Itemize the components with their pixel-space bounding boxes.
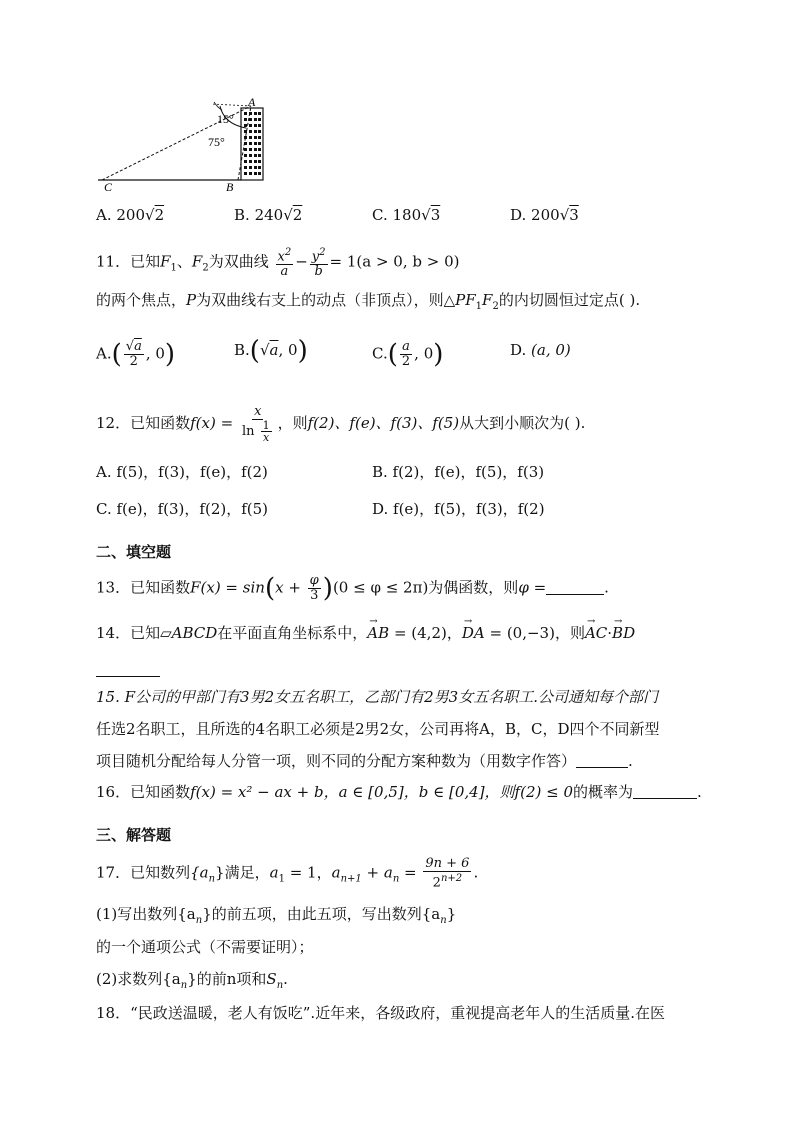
q11-option-a[interactable]: A.( $\frac{√a}{2}$ , 0) — [96, 339, 176, 370]
q12-option-a[interactable]: A. f(5)，f(3)，f(e)，f(2) — [96, 463, 268, 481]
sqrt-icon: √ — [259, 341, 270, 359]
q11-option-b[interactable]: B.(√a, 0) — [234, 336, 308, 366]
sqrt-icon: √ — [125, 339, 135, 354]
point-a-label: A — [248, 95, 256, 109]
q13-stem: 13．已知函数F(x) = sin(x + $\frac{\varphi}{3}$ )(0 ≤ φ ≤ 2π)为偶函数，则φ = . — [96, 573, 609, 604]
q15-line2: 任选2名职工，且所选的4名职工必须是2男2女，公司再将A，B，C，D四个不同新型 — [96, 720, 660, 738]
sqrt-icon: √ — [559, 206, 570, 224]
sqrt-icon: √ — [421, 206, 431, 224]
fraction-y2-b: $\frac{y^2}{b}$ — [311, 247, 326, 280]
q18-stem: 18．“民政送温暖，老人有饭吃”.近年来，各级政府，重视提高老年人的生活质量.在医 — [96, 1004, 665, 1022]
q10-option-c[interactable]: C. 180√3 — [372, 206, 441, 224]
q17-part1-line2: 的一个通项公式（不需要证明）； — [96, 938, 314, 956]
q10-option-a[interactable]: A. 200√2 — [96, 206, 165, 224]
q12-option-d[interactable]: D. f(e)，f(5)，f(3)，f(2) — [372, 500, 545, 518]
sqrt-icon: √ — [145, 206, 155, 224]
q13-answer-blank[interactable] — [546, 580, 604, 595]
q11-stem-line1: 11．已知$F_1$、$F_2$为双曲线 $\frac{x^2}{a}$ − $\frac{y^2}{b}$ = 1(a > 0, b > 0) — [96, 247, 460, 280]
q10-option-b[interactable]: B. 240√2 — [234, 206, 303, 224]
fraction-x-ln: x ln $\frac{1}{x}$ — [241, 404, 270, 444]
sqrt-icon: √ — [283, 206, 293, 224]
q17-part1: (1)写出数列$\{a_n\}$的前五项，由此五项，写出数列$\{a_n\}$ — [96, 905, 457, 926]
section-answer-title: 三、解答题 — [96, 826, 172, 844]
fraction-recurrence: $\frac{9n + 6}{2^{n+2}}$ — [425, 856, 470, 891]
fraction-x2-a: $\frac{x^2}{a}$ — [277, 247, 292, 280]
q11-option-c[interactable]: C.( $\frac{a}{2}$ , 0) — [372, 339, 444, 370]
section-fill-in-title: 二、填空题 — [96, 543, 172, 561]
triangle-figure — [96, 94, 276, 194]
q14-stem: 14．已知▱ABCD在平面直角坐标系中，→ AB = (4,2)，→ DA = (0,−3)，则→ AC·→ BD — [96, 623, 635, 643]
q15-answer-blank[interactable] — [576, 753, 628, 768]
q17-stem: 17．已知数列$\{a_n\}$满足，$a_1 = 1$，$a_{n+1} + a_n$ = $\frac{9n + 6}{2^{n+2}}$ . — [96, 856, 479, 891]
q12-option-b[interactable]: B. f(2)，f(e)，f(5)，f(3) — [372, 463, 545, 481]
q11-option-d[interactable]: D. (a, 0) — [510, 341, 571, 359]
angle-75-label: 75° — [208, 135, 225, 149]
angle-15-label: 15° — [217, 112, 234, 126]
q17-part2: (2)求数列$\{a_n\}$的前n项和$S_n$. — [96, 970, 288, 991]
q12-stem: 12．已知函数f(x) = x ln $\frac{1}{x}$ ，则f(2)、f(e)、f(3)、f(5)从大到小顺次为( ). — [96, 404, 586, 444]
q11-stem-line2: 的两个焦点，P为双曲线右支上的动点（非顶点），则$\triangle PF_1F_2$的内切圆恒过定点( ). — [96, 291, 641, 312]
q16-stem: 16．已知函数f(x) = x² − ax + b，a ∈ [0,5]，b ∈ [0,4]，则f(2) ≤ 0的概率为 . — [96, 783, 702, 801]
q15-line3: 项目随机分配给每人分管一项，则不同的分配方案种数为（用数字作答） . — [96, 752, 633, 770]
q12-option-c[interactable]: C. f(e)，f(3)，f(2)，f(5) — [96, 500, 269, 518]
point-c-label: C — [104, 180, 113, 194]
point-b-label: B — [226, 180, 234, 194]
q15-line1: 15. F公司的甲部门有3男2女五名职工，乙部门有2男3女五名职工.公司通知每个部门 — [96, 688, 658, 706]
q14-answer-line — [96, 660, 160, 680]
q14-answer-blank[interactable] — [96, 662, 160, 677]
q16-answer-blank[interactable] — [633, 784, 697, 799]
q10-option-d[interactable]: D. 200√3 — [510, 206, 579, 224]
